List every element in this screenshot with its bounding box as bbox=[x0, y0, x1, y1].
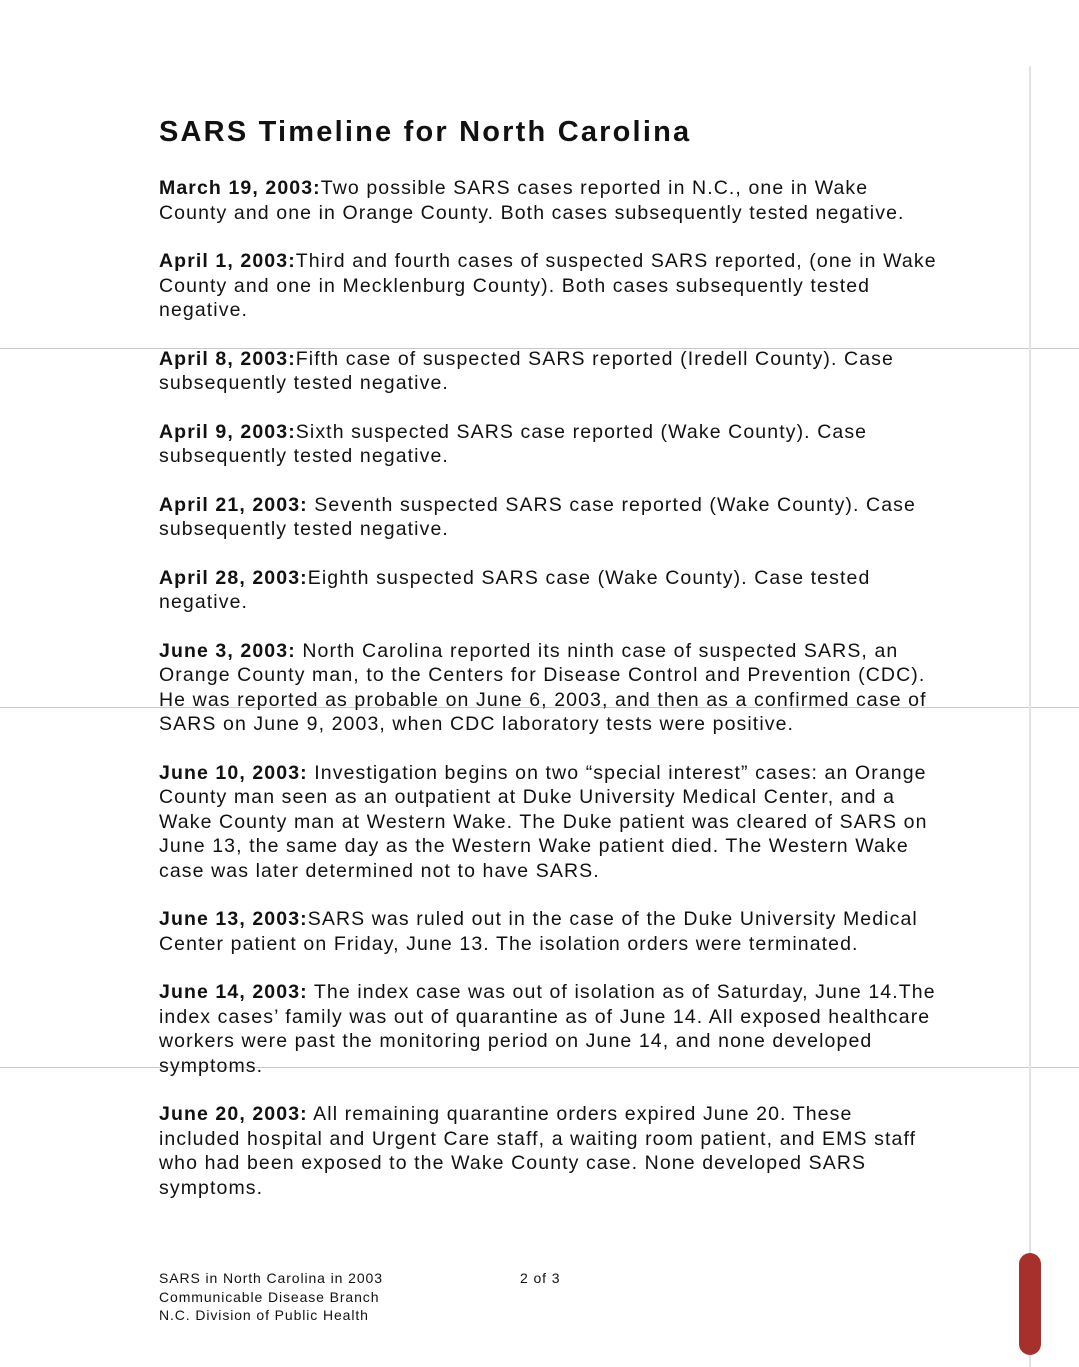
entry-date: March 19, 2003: bbox=[159, 177, 321, 199]
entry-text: The index case was out of isolation as of Saturday, June 14.The index cases’ family was out of quarantine as of June 14. All exposed healthcare workers were past the monitoring period on June 14, and none developed symptoms. bbox=[159, 981, 936, 1077]
entry-date: June 10, 2003: bbox=[159, 761, 308, 784]
timeline-entry bbox=[159, 347, 939, 396]
page-footer bbox=[159, 1269, 383, 1325]
timeline-entry bbox=[159, 249, 939, 323]
entry-text: Investigation begins on two “special interest” cases: an Orange County man seen as an outpatient at Duke University Medical Center, and a Wake County man at Western Wake. The Duke patient was cleared of SARS on June 13, the same day as the Western Wake patient died. The Western Wake case was later determined not to have SARS. bbox=[159, 761, 928, 882]
entry-text: Third and fourth cases of suspected SARS reported, (one in Wake County and one in Mecklenburg County). Both cases subsequently tested negative. bbox=[159, 250, 937, 321]
entry-text: Eighth suspected SARS case (Wake County). Case tested negative. bbox=[159, 566, 871, 613]
entry-text: Two possible SARS cases reported in N.C., one in Wake County and one in Orange County. Both cases subsequently tested negative. bbox=[159, 177, 905, 224]
timeline-list bbox=[159, 176, 939, 1224]
timeline-entry bbox=[159, 176, 939, 225]
footer-branch: Communicable Disease Branch bbox=[159, 1288, 380, 1305]
timeline-entry bbox=[159, 1102, 939, 1200]
entry-text: Sixth suspected SARS case reported (Wake County). Case subsequently tested negative. bbox=[159, 420, 868, 467]
footer-document-title: SARS in North Carolina in 2003 bbox=[159, 1270, 383, 1286]
timeline-entry bbox=[159, 420, 939, 469]
entry-text: Fifth case of suspected SARS reported (Iredell County). Case subsequently tested negative. bbox=[159, 347, 894, 394]
entry-date: June 14, 2003: bbox=[159, 981, 308, 1003]
timeline-entry bbox=[159, 566, 939, 615]
entry-text: SARS was ruled out in the case of the Duke University Medical Center patient on Friday, June 13. The isolation orders were terminated. bbox=[159, 908, 918, 955]
scrollbar-thumb[interactable] bbox=[1019, 1253, 1041, 1355]
page-number: 2 of 3 bbox=[520, 1270, 561, 1286]
entry-date: April 21, 2003: bbox=[159, 493, 308, 516]
entry-text: All remaining quarantine orders expired June 20. These included hospital and Urgent Care staff, a waiting room patient, and EMS staff who had been exposed to the Wake County case. None developed SARS symptoms. bbox=[159, 1103, 917, 1199]
entry-date: June 3, 2003: bbox=[159, 639, 296, 662]
page-edge-line bbox=[1029, 66, 1031, 1367]
entry-date: April 8, 2003: bbox=[159, 347, 296, 370]
entry-date: June 13, 2003: bbox=[159, 908, 308, 930]
entry-date: April 28, 2003: bbox=[159, 566, 308, 589]
timeline-entry bbox=[159, 761, 939, 884]
timeline-entry bbox=[159, 493, 939, 542]
entry-text: Seventh suspected SARS case reported (Wake County). Case subsequently tested negative. bbox=[159, 493, 916, 540]
page-title: SARS Timeline for North Carolina bbox=[159, 116, 692, 148]
entry-date: April 9, 2003: bbox=[159, 420, 296, 443]
entry-date: April 1, 2003: bbox=[159, 250, 296, 272]
entry-date: June 20, 2003: bbox=[159, 1103, 308, 1125]
timeline-entry bbox=[159, 907, 939, 956]
timeline-entry bbox=[159, 639, 939, 737]
timeline-entry bbox=[159, 980, 939, 1078]
entry-text: North Carolina reported its ninth case of suspected SARS, an Orange County man, to the Centers for Disease Control and Prevention (CDC). He was reported as probable on June 6, 2003, and then as a confirmed case of SARS on June 9, 2003, when CDC laboratory tests were positive. bbox=[159, 639, 927, 735]
footer-division: N.C. Division of Public Health bbox=[159, 1307, 369, 1323]
